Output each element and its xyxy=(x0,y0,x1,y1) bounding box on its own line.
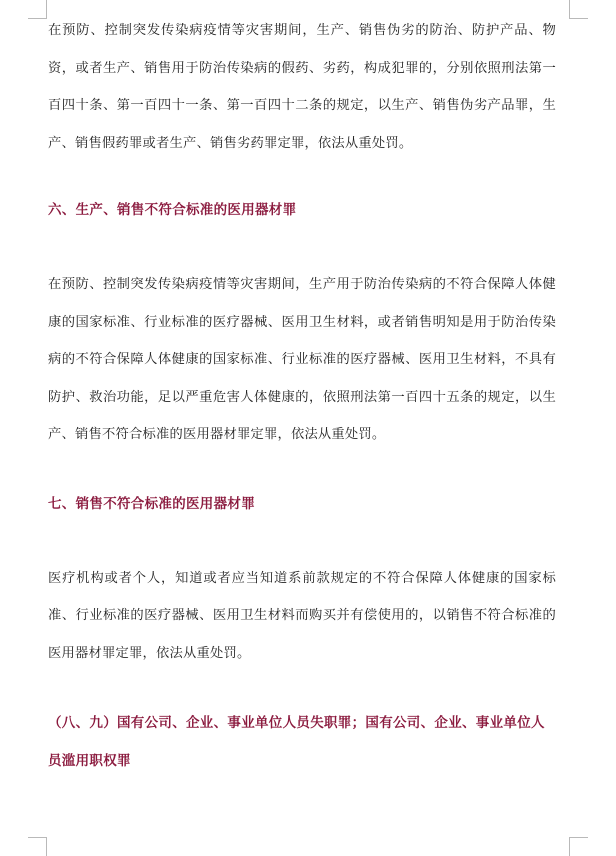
crop-mark-top-left xyxy=(28,0,47,19)
paragraph-production-medical-devices: 在预防、控制突发传染病疫情等灾害期间，生产用于防治传染病的不符合保障人体健康的国家标准、行业标准的医疗器械、医用卫生材料，或者销售明知是用于防治传染病的不符合保障人体健康的国家标准、行业标准的医疗器械、医用卫生材料，不具有防护、救治功能，足以严重危害人体健康的，依照刑法第一百四十五条的规定，以生产、销售不符合标准的医用器材罪定罪，依法从重处罚。 xyxy=(48,277,556,442)
document-body xyxy=(48,12,556,780)
crop-mark-bottom-left xyxy=(28,837,47,856)
crop-mark-bottom-right xyxy=(569,837,588,856)
section-heading-6: 六、生产、销售不符合标准的医用器材罪 xyxy=(48,202,297,218)
section-heading-8-9: （八、九）国有公司、企业、事业单位人员失职罪；国有公司、企业、事业单位人员滥用职权罪 xyxy=(48,715,545,769)
section-heading-7: 七、销售不符合标准的医用器材罪 xyxy=(48,495,255,512)
paragraph-sale-medical-devices: 医疗机构或者个人，知道或者应当知道系前款规定的不符合保障人体健康的国家标准、行业标准的医疗器械、医用卫生材料而购买并有偿使用的，以销售不符合标准的医用器材罪定罪，依法从重处罚。 xyxy=(48,570,556,661)
paragraph-fake-products: 在预防、控制突发传染病疫情等灾害期间，生产、销售伪劣的防治、防护产品、物资，或者生产、销售用于防治传染病的假药、劣药，构成犯罪的，分别依照刑法第一百四十条、第一百四十一条、第一百四十二条的规定，以生产、销售伪劣产品罪，生产、销售假药罪或者生产、销售劣药罪定罪，依法从重处罚。 xyxy=(48,23,556,151)
crop-mark-top-right xyxy=(569,0,588,19)
